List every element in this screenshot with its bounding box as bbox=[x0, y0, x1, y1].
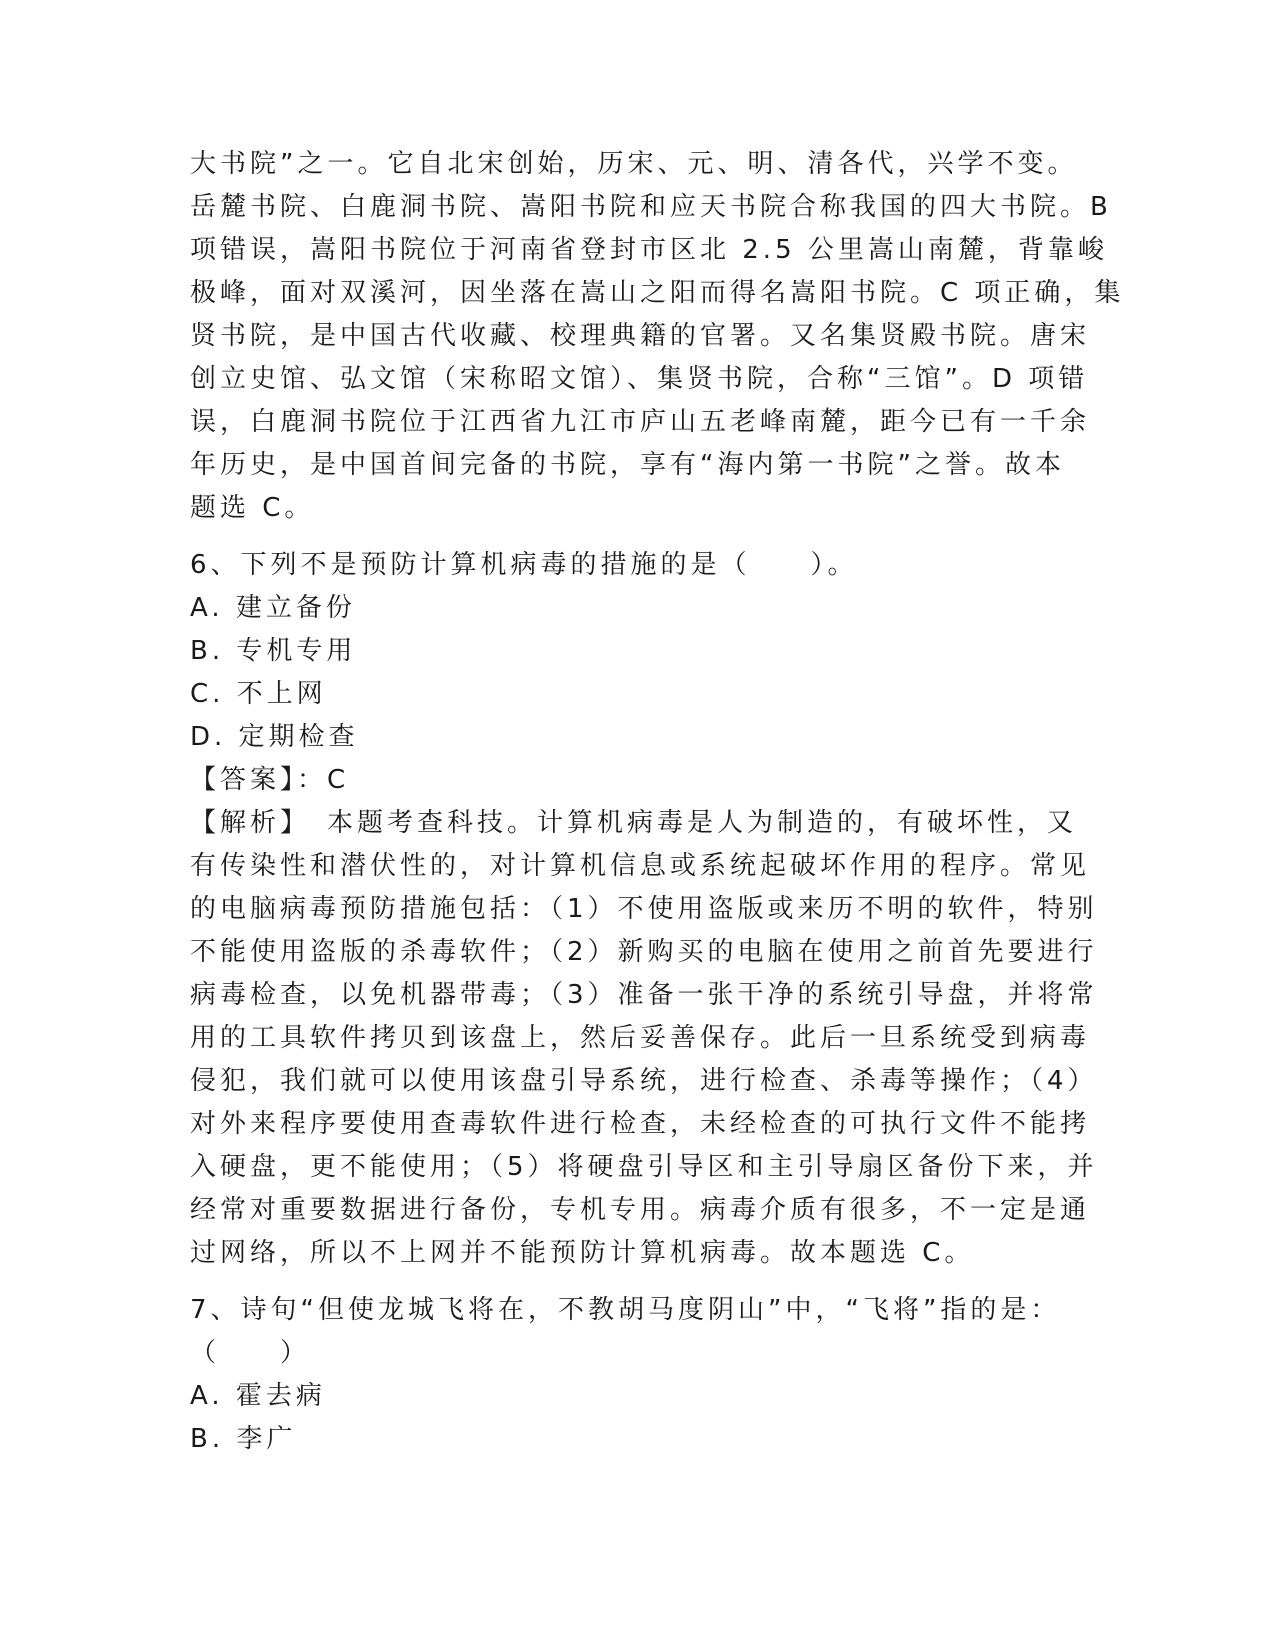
explanation-line: 经常对重要数据进行备份，专机专用。病毒介质有很多，不一定是通 bbox=[190, 1195, 1091, 1225]
explanation-line: 年历史，是中国首间完备的书院，享有“海内第一书院”之誉。故本 bbox=[190, 450, 1065, 480]
option-b: B. 李广 bbox=[190, 1424, 297, 1454]
spacer bbox=[190, 1275, 1080, 1289]
spacer bbox=[190, 530, 1080, 544]
explanation-line: 的电脑病毒预防措施包括：（1）不使用盗版或来历不明的软件，特别 bbox=[190, 894, 1098, 924]
explanation-line: 病毒检查，以免机器带毒；（3）准备一张干净的系统引导盘，并将常 bbox=[190, 980, 1098, 1010]
option-c: C. 不上网 bbox=[190, 679, 327, 709]
explanation-line: 【解析】 本题考查科技。计算机病毒是人为制造的，有破坏性，又 bbox=[190, 808, 1078, 838]
option-a: A. 霍去病 bbox=[190, 1381, 326, 1411]
explanation-line: 岳麓书院、白鹿洞书院、嵩阳书院和应天书院合称我国的四大书院。B bbox=[190, 192, 1112, 222]
question-explanation bbox=[190, 802, 1098, 1275]
explanation-line: 过网络，所以不上网并不能预防计算机病毒。故本题选 C。 bbox=[190, 1238, 975, 1268]
question-stem-line: （ ） bbox=[190, 1338, 311, 1368]
explanation-line: 大书院”之一。它自北宋创始，历宋、元、明、清各代，兴学不变。 bbox=[190, 149, 1078, 179]
explanation-line: 项错误，嵩阳书院位于河南省登封市区北 2.5 公里嵩山南麓，背靠峻 bbox=[190, 235, 1108, 265]
explanation-line: 侵犯，我们就可以使用该盘引导系统，进行检查、杀毒等操作；（4） bbox=[190, 1066, 1098, 1096]
explanation-line: 有传染性和潜伏性的，对计算机信息或系统起破坏作用的程序。常见 bbox=[190, 851, 1091, 881]
option-b: B. 专机专用 bbox=[190, 636, 357, 666]
option-d: D. 定期检查 bbox=[190, 722, 359, 752]
previous-question-explanation bbox=[190, 143, 1125, 530]
question-stem bbox=[190, 1289, 1080, 1375]
question-7 bbox=[190, 1289, 1080, 1461]
explanation-line: 误，白鹿洞书院位于江西省九江市庐山五老峰南麓，距今已有一千余 bbox=[190, 407, 1091, 437]
explanation-line: 入硬盘，更不能使用；（5）将硬盘引导区和主引导扇区备份下来，并 bbox=[190, 1152, 1098, 1182]
question-stem-text: 6、下列不是预防计算机病毒的措施的是（ ）。 bbox=[190, 550, 858, 580]
question-stem bbox=[190, 544, 1080, 587]
explanation-line: 不能使用盗版的杀毒软件；（2）新购买的电脑在使用之前首先要进行 bbox=[190, 937, 1098, 967]
explanation-line: 题选 C。 bbox=[190, 493, 315, 523]
question-6 bbox=[190, 544, 1098, 1275]
answer-line: 【答案】：C bbox=[190, 765, 350, 795]
explanation-line: 贤书院，是中国古代收藏、校理典籍的官署。又名集贤殿书院。唐宋 bbox=[190, 321, 1091, 351]
question-stem-line: 7、诗句“但使龙城飞将在，不教胡马度阴山”中，“飞将”指的是： bbox=[190, 1295, 1061, 1325]
explanation-line: 创立史馆、弘文馆（宋称昭文馆）、集贤书院，合称“三馆”。D 项错 bbox=[190, 364, 1089, 394]
explanation-line: 用的工具软件拷贝到该盘上，然后妥善保存。此后一旦系统受到病毒 bbox=[190, 1023, 1091, 1053]
explanation-line: 极峰，面对双溪河，因坐落在嵩山之阳而得名嵩阳书院。C 项正确，集 bbox=[190, 278, 1125, 308]
document-page bbox=[190, 143, 1125, 1461]
option-a: A. 建立备份 bbox=[190, 593, 356, 623]
explanation-line: 对外来程序要使用查毒软件进行检查，未经检查的可执行文件不能拷 bbox=[190, 1109, 1091, 1139]
